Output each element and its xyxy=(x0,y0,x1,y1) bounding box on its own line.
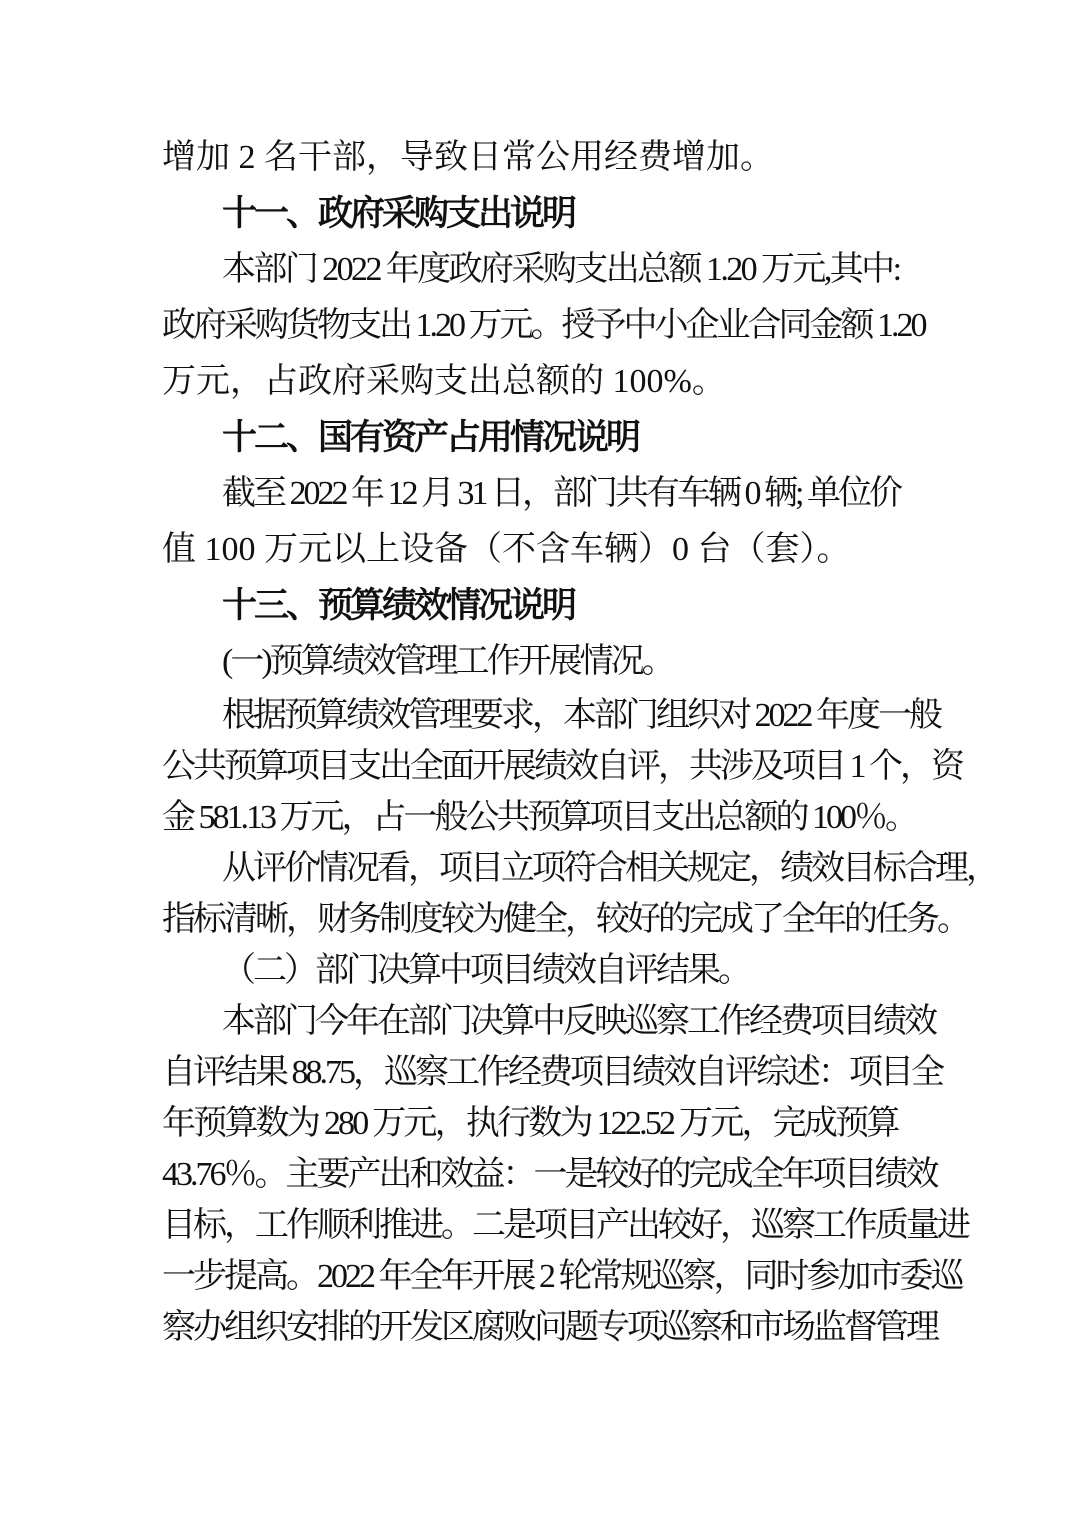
section-heading: 十三、预算绩效情况说明 xyxy=(222,586,575,625)
text-line: 自评结果 88.75，巡察工作经费项目绩效自评综述：项目全 xyxy=(162,1054,942,1091)
section-heading: 十二、国有资产占用情况说明 xyxy=(222,418,639,457)
text-line: 本部门 2022 年度政府采购支出总额 1.20 万元,其中: xyxy=(222,251,900,288)
text-line: 察办组织安排的开发区腐败问题专项巡察和市场监督管理 xyxy=(162,1309,937,1346)
text-line: 一步提高。2022 年全年开展 2 轮常规巡察，同时参加市委巡 xyxy=(162,1258,962,1295)
text-line: 从评价情况看，项目立项符合相关规定，绩效目标合理， xyxy=(222,850,997,887)
text-line: 年预算数为 280 万元，执行数为 122.52 万元，完成预算 xyxy=(162,1105,898,1142)
text-line: 万元，占政府采购支出总额的 100%。 xyxy=(162,363,726,400)
text-line: 目标，工作顺利推进。二是项目产出较好，巡察工作质量进 xyxy=(162,1207,968,1244)
text-line: 根据预算绩效管理要求，本部门组织对 2022 年度一般 xyxy=(222,697,940,734)
text-line: （二）部门决算中项目绩效自评结果。 xyxy=(222,952,749,989)
text-line: 值 100 万元以上设备（不含车辆）0 台（套）。 xyxy=(162,531,851,568)
section-heading: 十一、政府采购支出说明 xyxy=(222,194,575,233)
text-line: 公共预算项目支出全面开展绩效自评，共涉及项目 1 个，资 xyxy=(162,748,962,785)
text-line: 本部门今年在部门决算中反映巡察工作经费项目绩效 xyxy=(222,1003,935,1040)
text-line: 增加 2 名干部，导致日常公用经费增加。 xyxy=(162,139,774,176)
document-body xyxy=(162,130,997,1353)
text-line: 指标清晰，财务制度较为健全，较好的完成了全年的任务。 xyxy=(162,901,968,938)
text-line: 政府采购货物支出 1.20 万元。授予中小企业合同金额 1.20 xyxy=(162,307,925,344)
text-line: 金 581.13 万元，占一般公共预算项目支出总额的 100％。 xyxy=(162,799,916,836)
text-line: 截至 2022 年 12 月 31 日，部门共有车辆 0 辆; 单位价 xyxy=(222,475,900,512)
text-line: 43.76％。主要产出和效益：一是较好的完成全年项目绩效 xyxy=(162,1156,937,1193)
text-line: (一)预算绩效管理工作开展情况。 xyxy=(222,643,673,680)
